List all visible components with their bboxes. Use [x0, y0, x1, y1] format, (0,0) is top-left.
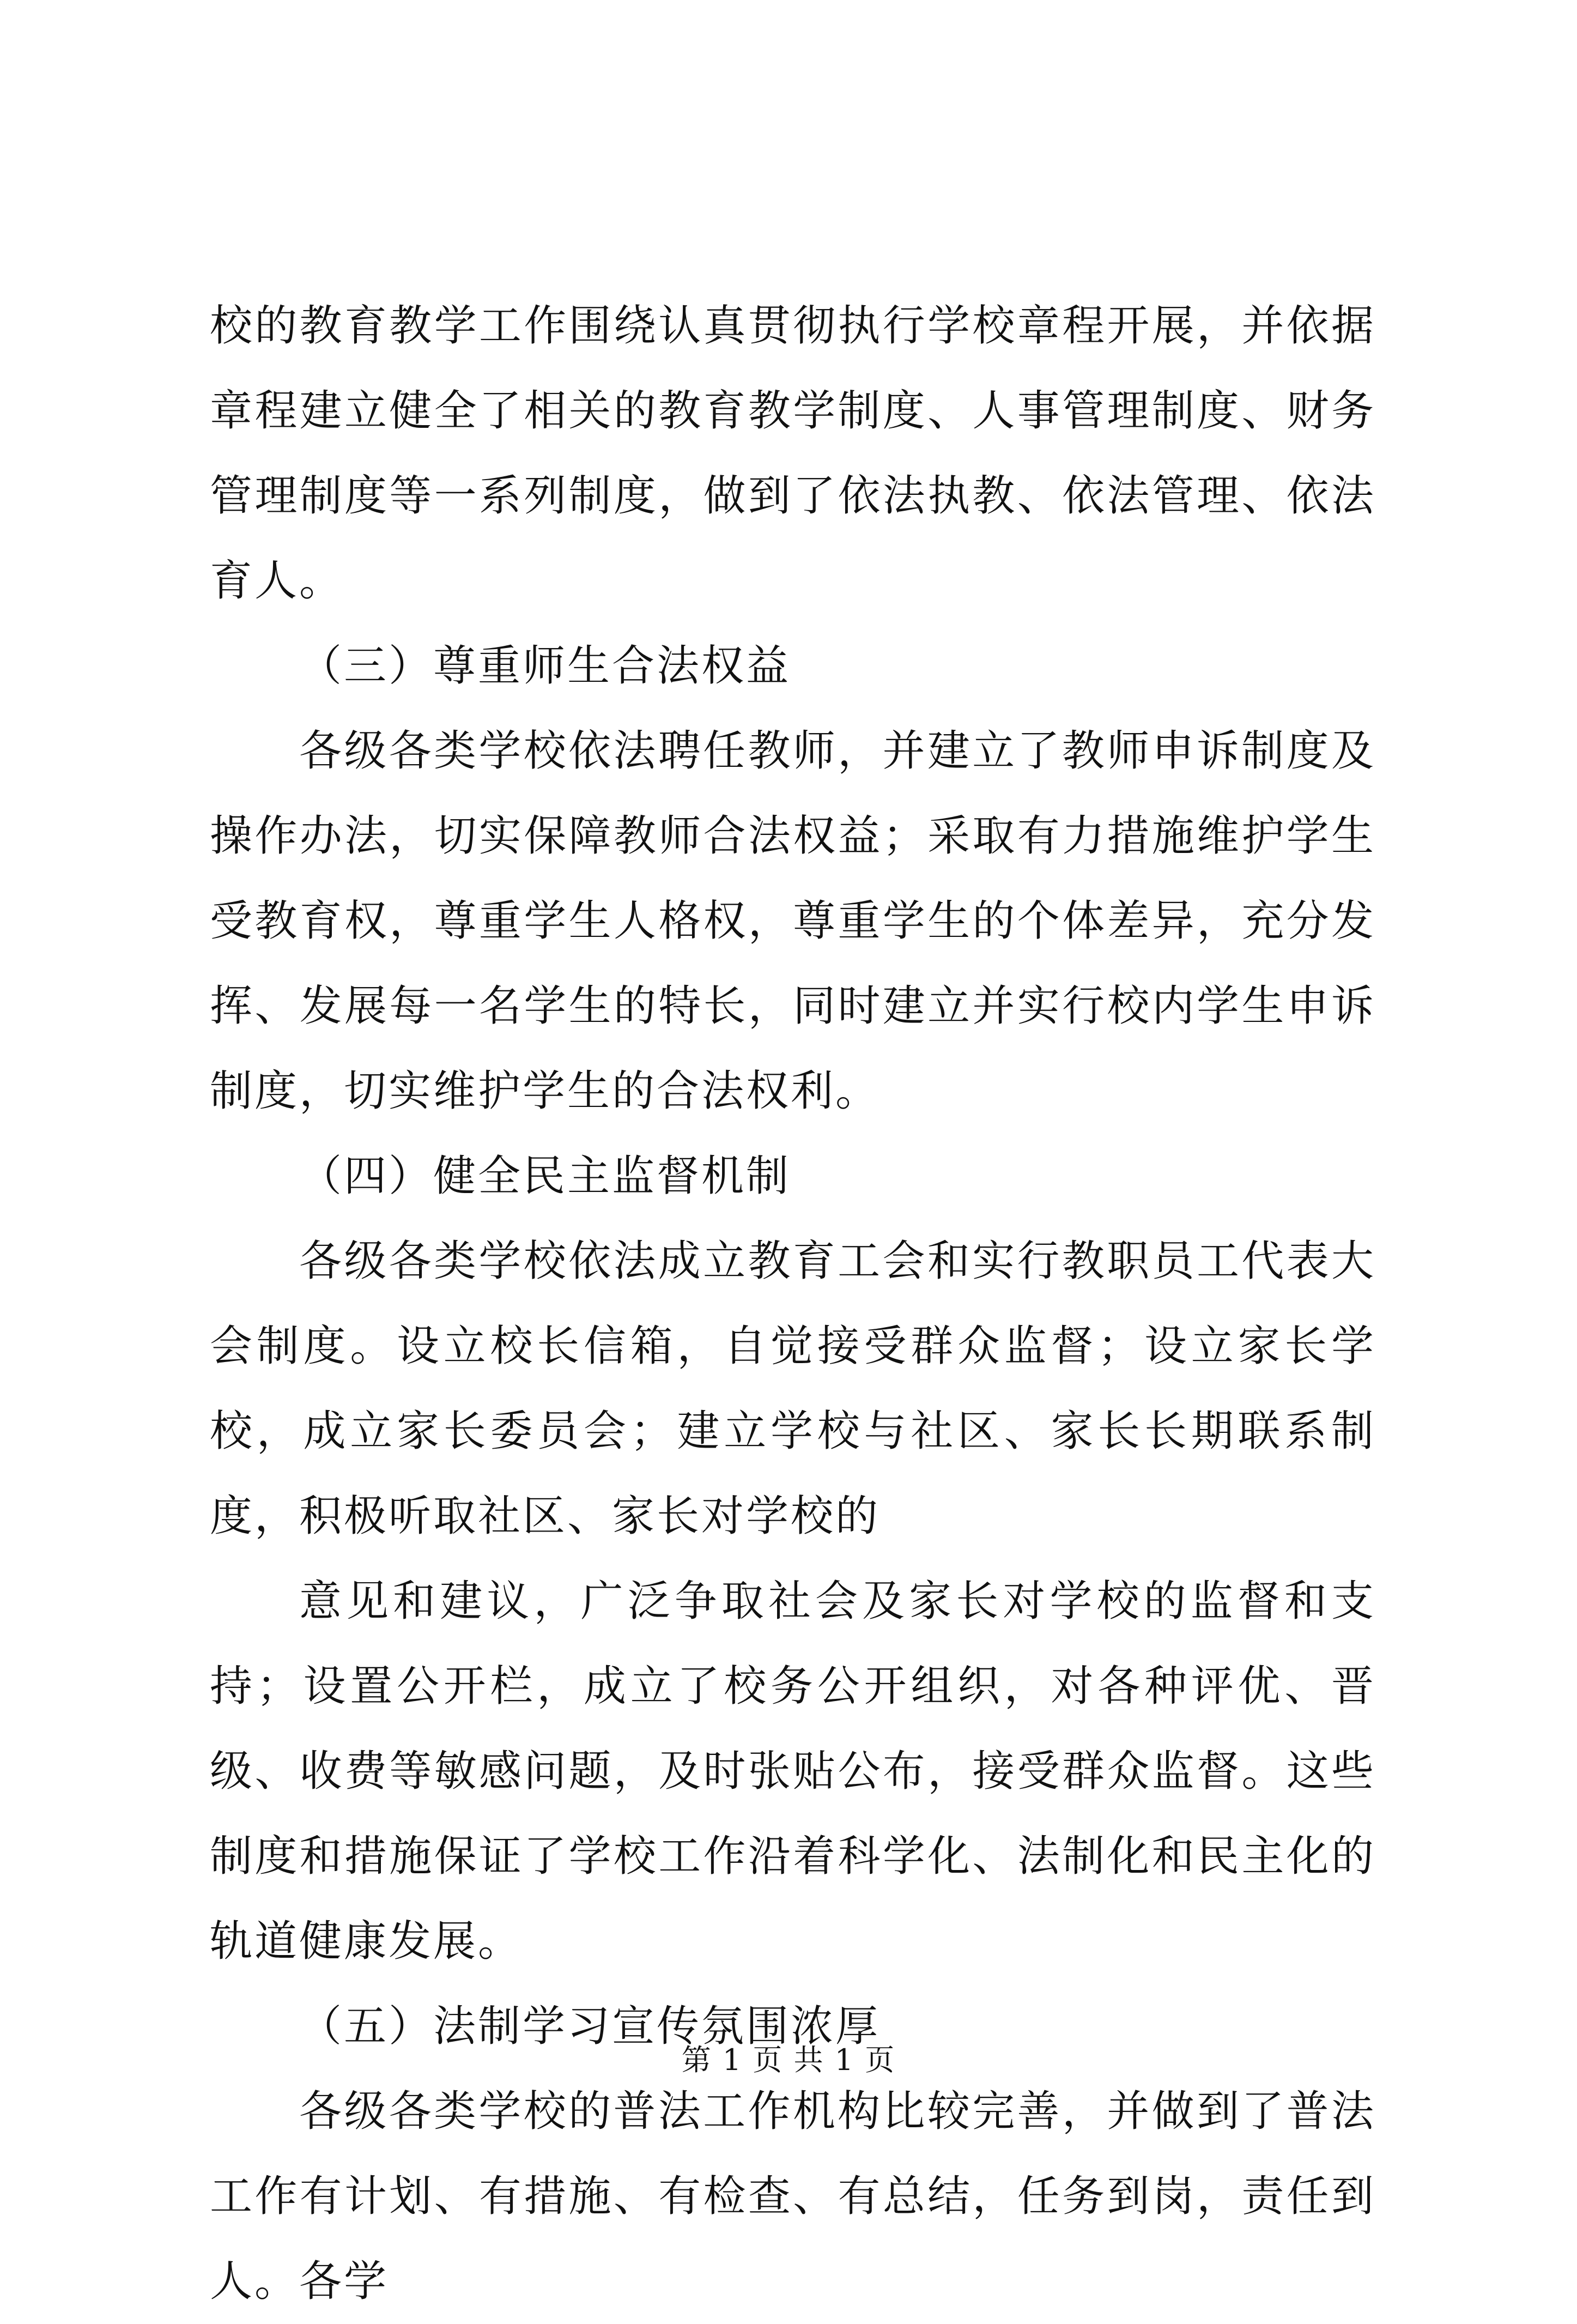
paragraph-legal-education: 各级各类学校的普法工作机构比较完善，并做到了普法工作有计划、有措施、有检查、有总结，任务到岗，责任到人。各学 — [210, 2087, 1376, 2306]
section-heading-4: （四）健全民主监督机制 — [299, 1152, 791, 1201]
paragraph-supervision: 各级各类学校依法成立教育工会和实行教职员工代表大会制度。设立校长信箱，自觉接受群众监督；设立家长学校，成立家长委员会；建立学校与社区、家长长期联系制度，积极听取社区、家长对学校的 — [210, 1237, 1376, 1541]
paragraph-suggestions: 意见和建议，广泛争取社会及家长对学校的监督和支持；设置公开栏，成立了校务公开组织，对各种评优、晋级、收费等敏感问题，及时张贴公布，接受群众监督。这些制度和措施保证了学校工作沿着科学化、法制化和民主化的轨道健康发展。 — [210, 1577, 1376, 1966]
document-body — [210, 283, 1376, 2324]
paragraph-continuation: 校的教育教学工作围绕认真贯彻执行学校章程开展，并依据章程建立健全了相关的教育教学制度、人事管理制度、财务管理制度等一系列制度，做到了依法执教、依法管理、依法育人。 — [210, 301, 1376, 606]
section-heading-5: （五）法制学习宣传氛围浓厚 — [299, 2002, 881, 2051]
page-footer: 第 1 页 共 1 页 — [681, 2043, 896, 2077]
section-heading-3: （三）尊重师生合法权益 — [299, 641, 791, 691]
paragraph-rights: 各级各类学校依法聘任教师，并建立了教师申诉制度及操作办法，切实保障教师合法权益；采取有力措施维护学生受教育权，尊重学生人格权，尊重学生的个体差异，充分发挥、发展每一名学生的特长，同时建立并实行校内学生申诉制度，切实维护学生的合法权利。 — [210, 727, 1376, 1116]
